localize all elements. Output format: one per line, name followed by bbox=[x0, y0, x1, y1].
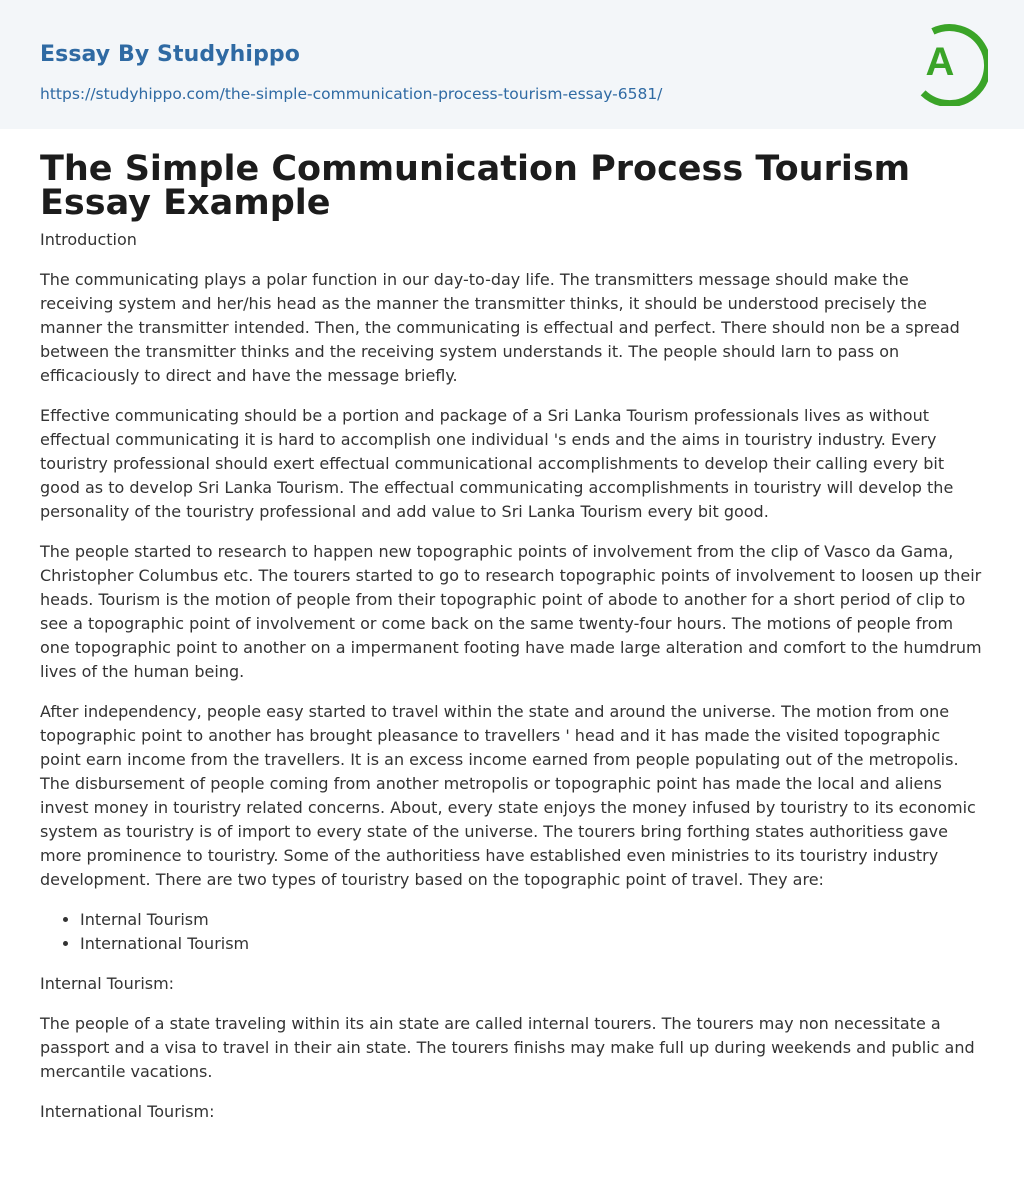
list-item: • International Tourism bbox=[80, 932, 984, 956]
intro-label: Introduction bbox=[40, 230, 137, 249]
paragraph-3: The people started to research to happen new topographic points of involvement from the clip of Vasco da Gama, Christopher Columbus etc. The tourers started to go to research topographic points of involvement to loosen up their heads. Tourism is the motion of people from their topographic point of abode to another for a short period of clip to see a topographic point of involvement or come back on the same twenty-four hours. The motions of people from one topographic point to another on a impermanent footing have made large alteration and comfort to the humdrum lives of the human being. bbox=[40, 542, 982, 681]
paragraph-4: After independency, people easy started to travel within the state and around the universe. The motion from one topographic point to another has brought pleasance to travellers ' head and it has made the visited topographic point earn income from the travellers. It is an excess income earned from people populating out of the metropolis. The disbursement of people coming from another metropolis or topographic point has made the local and aliens invest money in touristry related concerns. About, every state enjoys the money infused by touristry to its economic system as touristry is of import to every state of the universe. The tourers bring forthing states authoritiess gave more prominence to touristry. Some of the authoritiess have established even ministries to its touristry industry development. There are two types of touristry based on the topographic point of travel. They are: bbox=[40, 702, 976, 889]
article-body bbox=[40, 228, 984, 1140]
source-url-link[interactable]: https://studyhippo.com/the-simple-communication-process-tourism-essay-6581/ bbox=[40, 85, 663, 103]
list-item: • Internal Tourism bbox=[80, 908, 984, 932]
international-tourism-heading: International Tourism: bbox=[40, 1102, 215, 1121]
brand-name[interactable]: Essay By Studyhippo bbox=[40, 42, 300, 67]
tourism-types-list bbox=[40, 908, 984, 956]
logo-letter: A bbox=[925, 40, 955, 84]
page-title: The Simple Communication Process Tourism Essay Example bbox=[40, 149, 911, 223]
paragraph-1: The communicating plays a polar function in our day-to-day life. The transmitters message should make the receiving system and her/his head as the manner the transmitter thinks, it should be understood precisely the manner the transmitter intended. Then, the communicating is effectual and perfect. There should non be a spread between the transmitter thinks and the receiving system understands it. The people should larn to pass on efficaciously to direct and have the message briefly. bbox=[40, 270, 960, 385]
internal-tourism-heading: Internal Tourism: bbox=[40, 974, 175, 993]
internal-tourism-paragraph: The people of a state traveling within its ain state are called internal tourers. The tourers may non necessitate a passport and a visa to travel in their ain state. The tourers finishs may make full up during weekends and public and mercantile vacations. bbox=[40, 1014, 975, 1081]
paragraph-2: Effective communicating should be a portion and package of a Sri Lanka Tourism professionals lives as without effectual communicating it is hard to accomplish one individual 's ends and the aims in touristry industry. Every touristry professional should exert effectual communicational accomplishments to develop their calling every bit good as to develop Sri Lanka Tourism. The effectual communicating accomplishments in touristry will develop the personality of the touristry professional and add value to Sri Lanka Tourism every bit good. bbox=[40, 406, 954, 521]
